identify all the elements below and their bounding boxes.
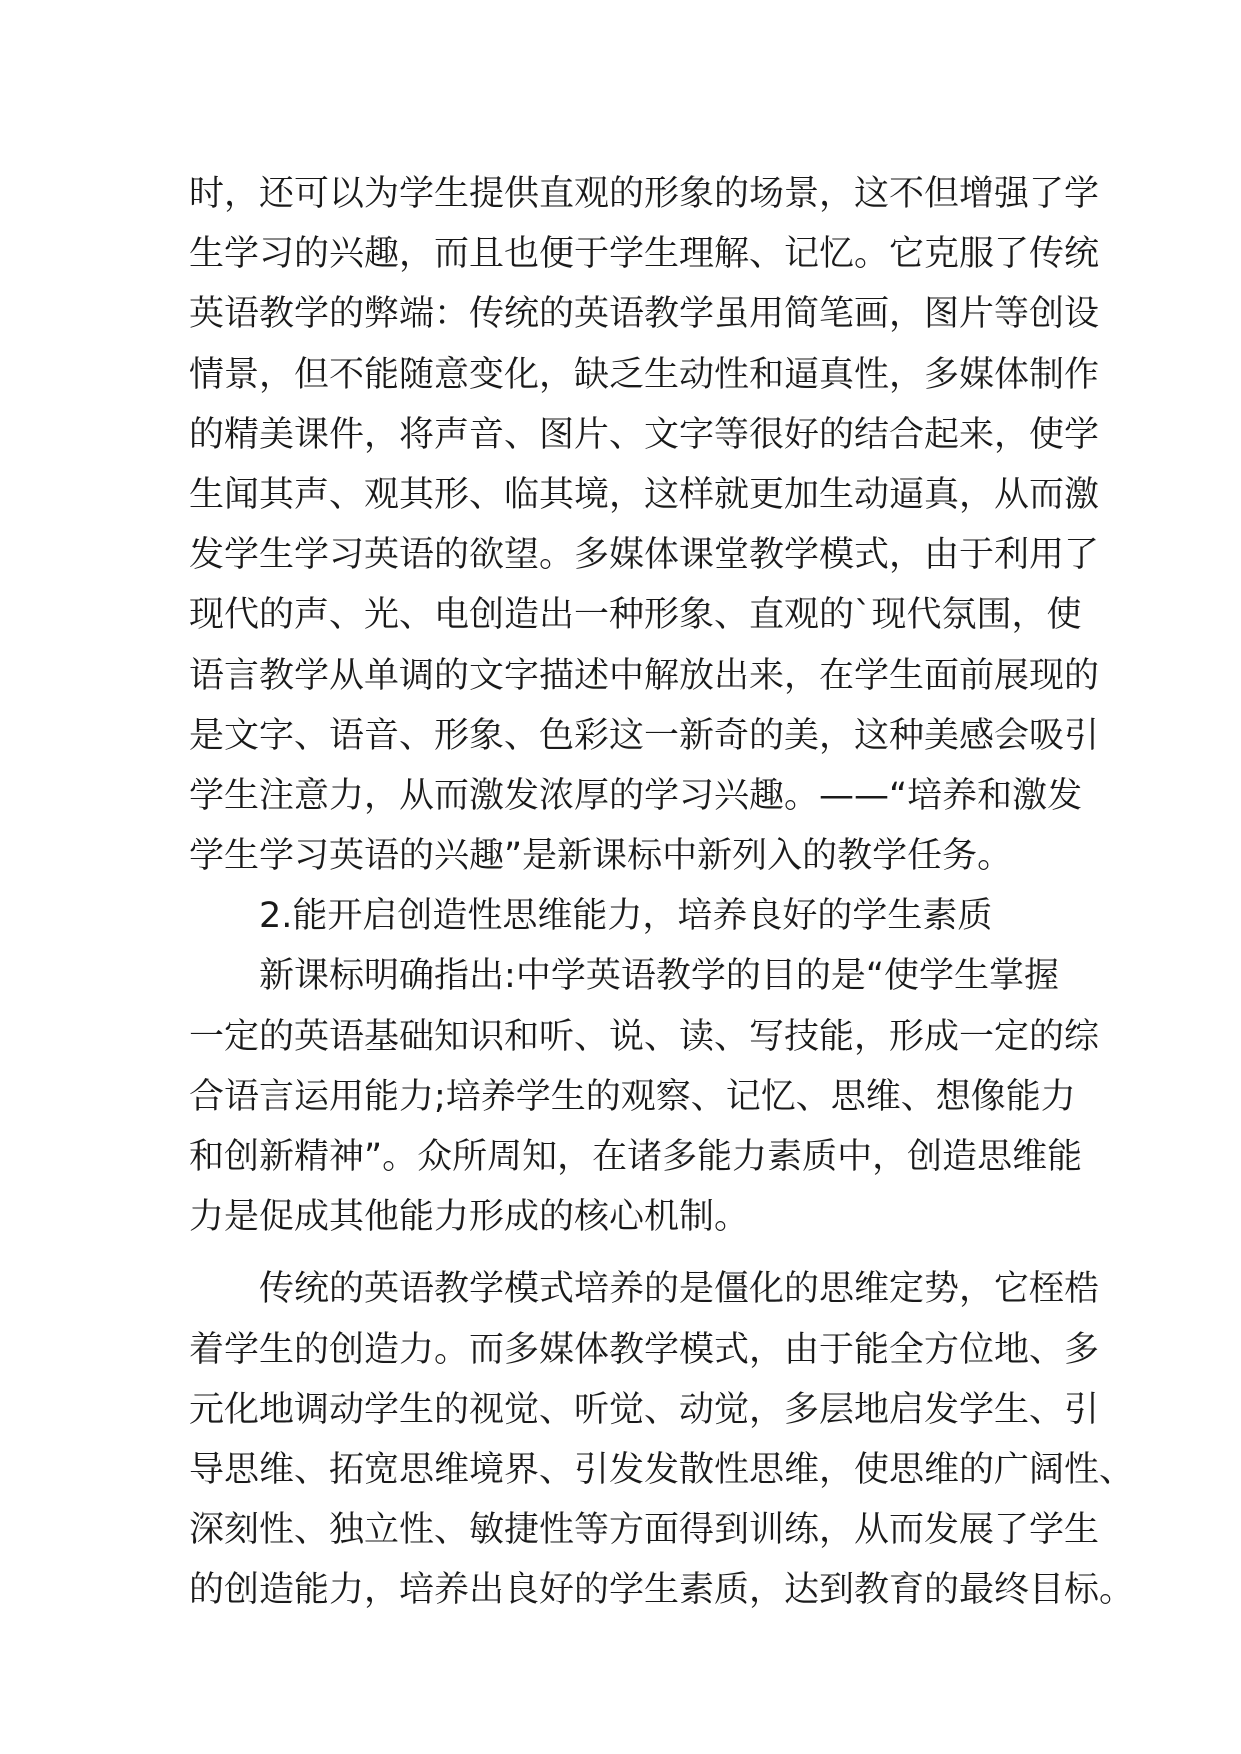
text-line: 学生学习英语的兴趣”是新课标中新列入的教学任务。 (189, 836, 1013, 877)
text-line: 现代的声、光、电创造出一种形象、直观的`现代氛围，使 (189, 595, 1082, 636)
paragraph-1 (189, 164, 1100, 886)
text-line: 新课标明确指出:中学英语教学的目的是“使学生掌握 (259, 956, 1059, 997)
paragraph-3 (189, 1259, 1135, 1620)
text-line: 语言教学从单调的文字描述中解放出来，在学生面前展现的 (189, 655, 1100, 696)
text-line: 力是促成其他能力形成的核心机制。 (189, 1197, 750, 1238)
text-line: 深刻性、独立性、敏捷性等方面得到训练，从而发展了学生 (189, 1510, 1100, 1551)
text-line: 和创新精神”。众所周知，在诸多能力素质中，创造思维能 (189, 1137, 1083, 1177)
text-line: 合语言运用能力;培养学生的观察、记忆、思维、想像能力 (189, 1076, 1076, 1117)
text-line: 学生注意力，从而激发浓厚的学习兴趣。——“培养和激发 (189, 775, 1083, 816)
text-line: 生学习的兴趣，而且也便于学生理解、记忆。它克服了传统 (189, 234, 1100, 275)
section-heading: 2.能开启创造性思维能力，培养良好的学生素质 (259, 896, 993, 937)
text-line: 情景，但不能随意变化，缺乏生动性和逼真性，多媒体制作 (189, 354, 1100, 395)
text-line: 是文字、语音、形象、色彩这一新奇的美，这种美感会吸引 (189, 715, 1100, 756)
text-line: 元化地调动学生的视觉、听觉、动觉，多层地启发学生、引 (189, 1389, 1100, 1430)
text-line: 发学生学习英语的欲望。多媒体课堂教学模式，由于利用了 (189, 535, 1100, 576)
text-line: 一定的英语基础知识和听、说、读、写技能，形成一定的综 (189, 1016, 1100, 1057)
document-body (189, 164, 1135, 1621)
text-line: 导思维、拓宽思维境界、引发发散性思维，使思维的广阔性、 (189, 1449, 1135, 1490)
text-line: 时，还可以为学生提供直观的形象的场景，这不但增强了学 (189, 174, 1100, 214)
paragraph-2 (189, 946, 1100, 1247)
text-line: 英语教学的弊端：传统的英语教学虽用简笔画，图片等创设 (189, 294, 1100, 335)
text-line: 的精美课件，将声音、图片、文字等很好的结合起来，使学 (189, 414, 1100, 455)
text-line: 传统的英语教学模式培养的是僵化的思维定势，它桎梏 (259, 1269, 1100, 1310)
text-line: 着学生的创造力。而多媒体教学模式，由于能全方位地、多 (189, 1329, 1100, 1370)
text-line: 的创造能力，培养出良好的学生素质，达到教育的最终目标。 (189, 1570, 1135, 1611)
paragraph-spacer (189, 1247, 1059, 1259)
text-line: 生闻其声、观其形、临其境，这样就更加生动逼真，从而激 (189, 474, 1100, 515)
